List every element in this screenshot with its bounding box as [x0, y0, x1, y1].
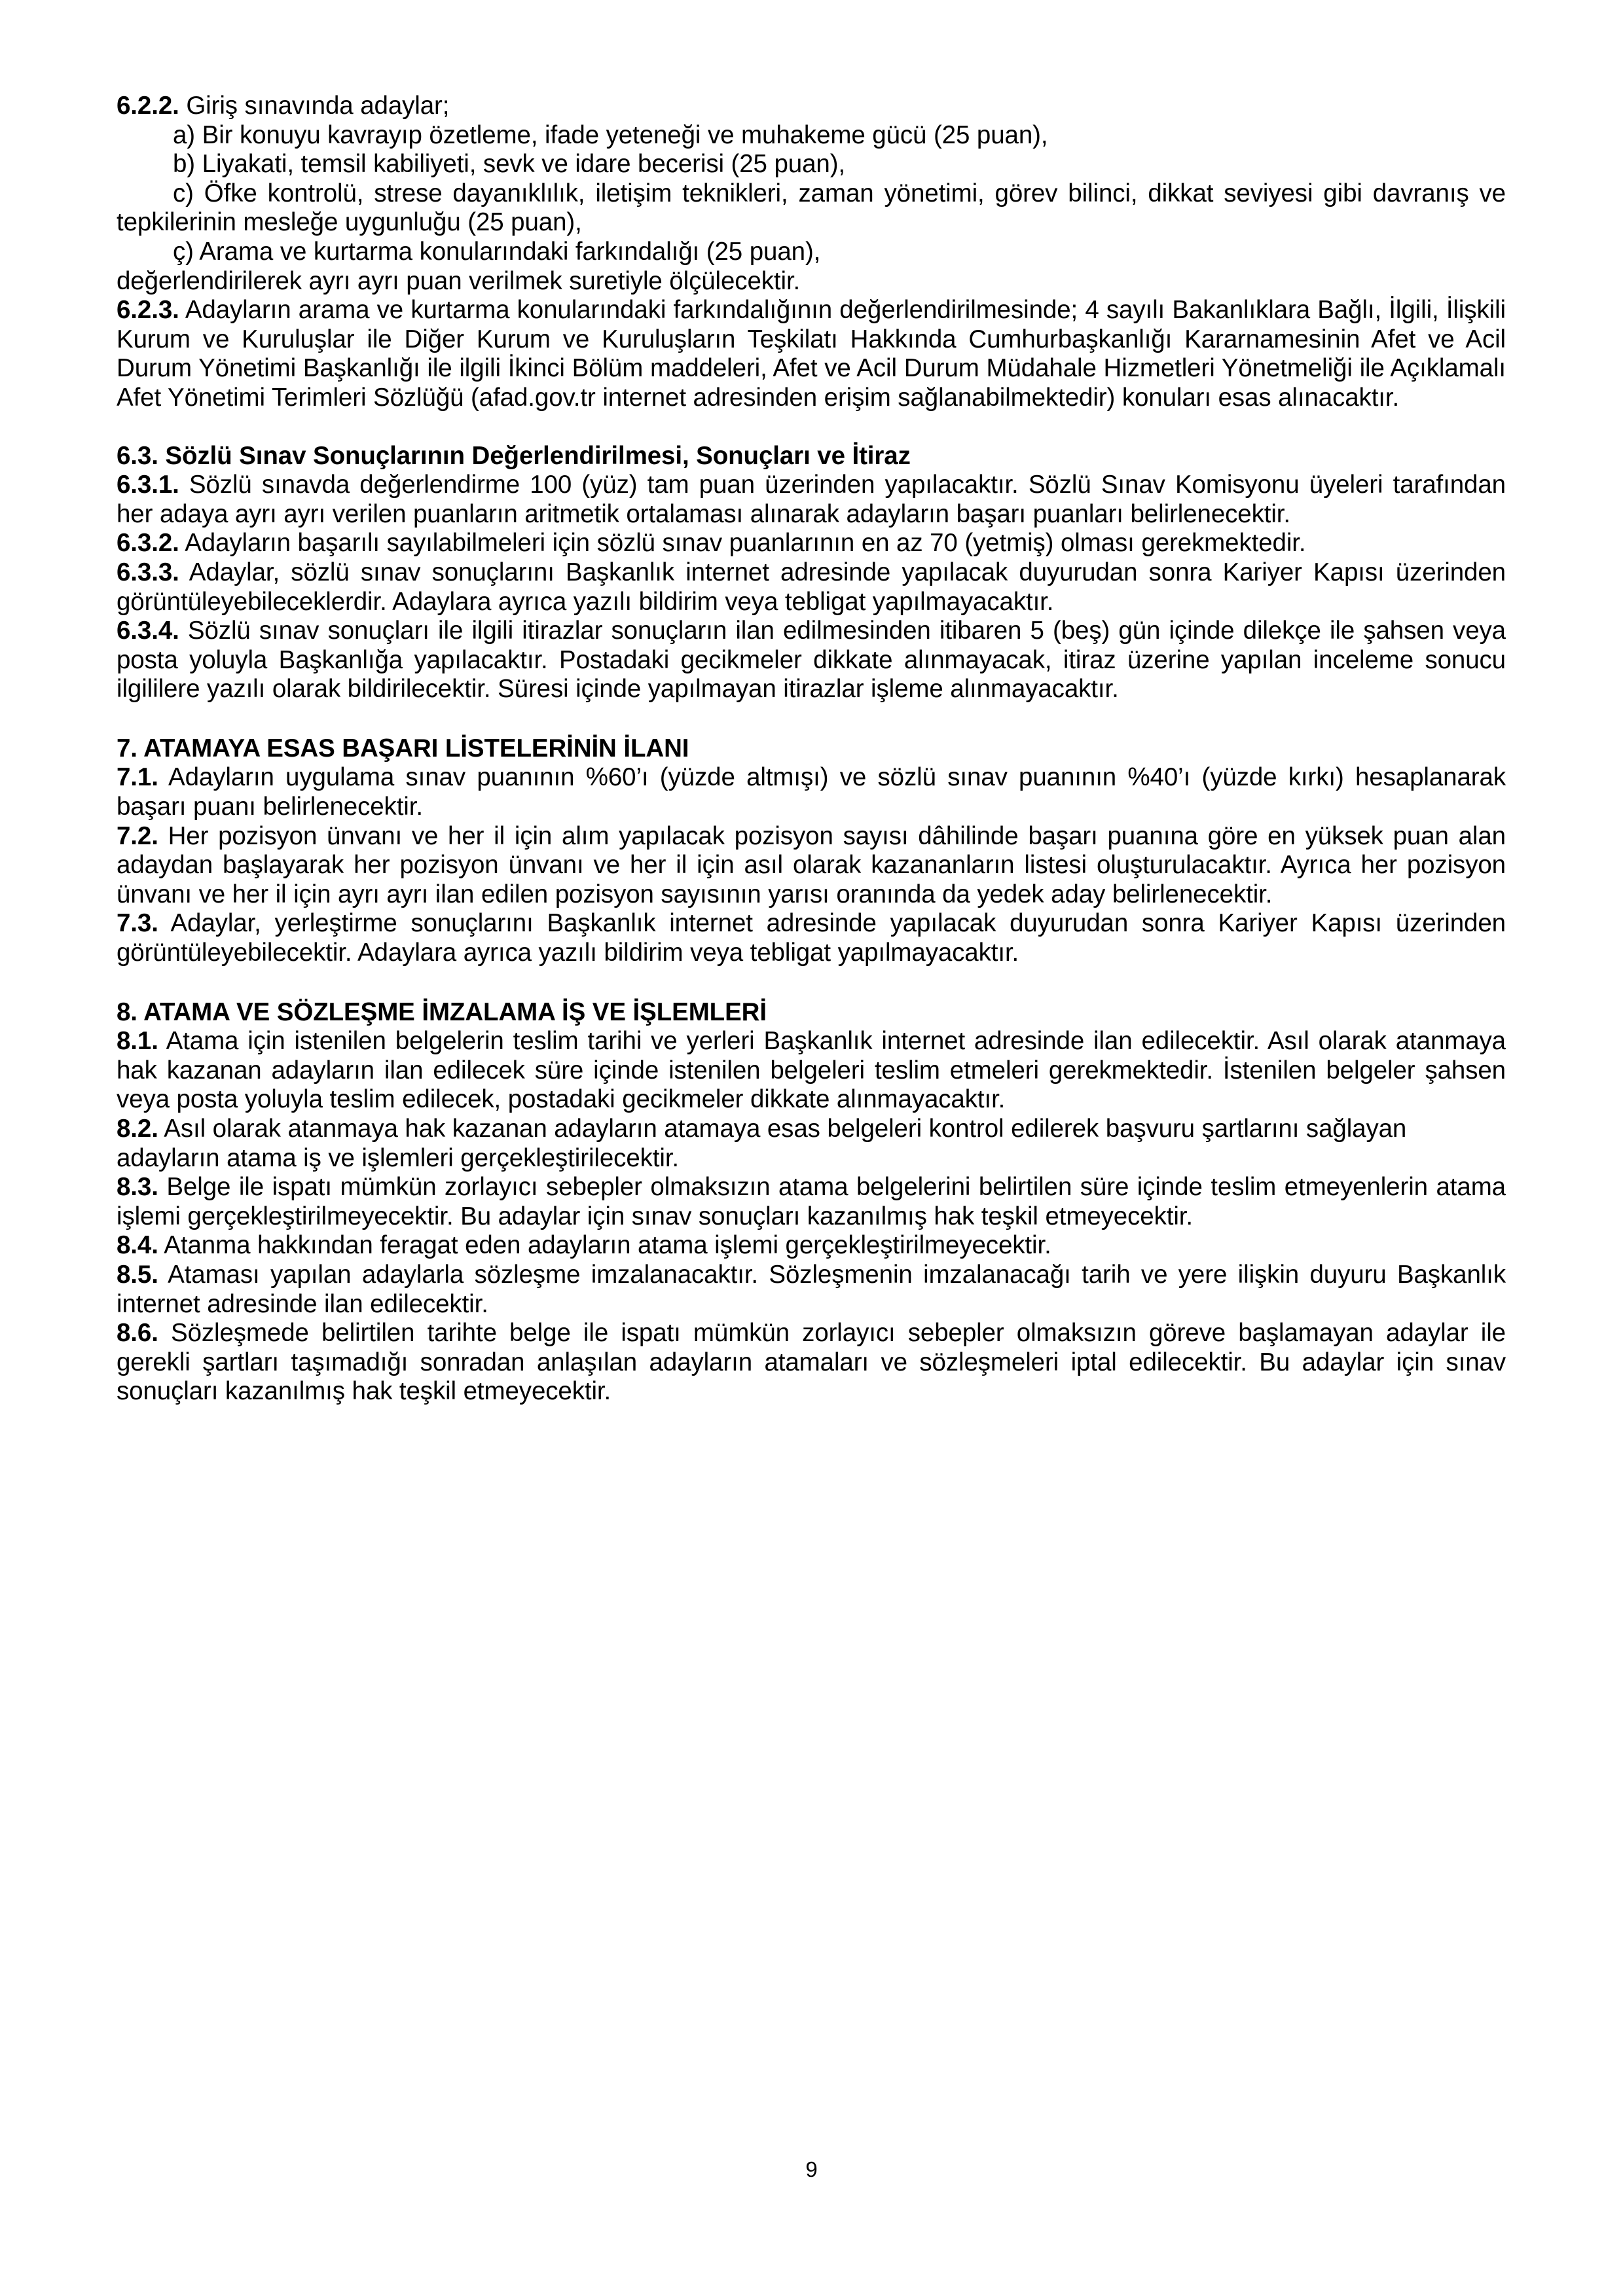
clause-text-6-2-3: Adayların arama ve kurtarma konularındaki farkındalığının değerlendirilmesinde; 4 sayılı Bakanlıklara Bağlı, İlgili, İlişkili Kurum ve Kuruluşlar ile Diğer Kurum ve Kuruluşların Teşkilatı Hakkında Cumhurbaşkanlığı Kararnamesinin Afet ve Acil Durum Yönetimi Başkanlığı ile ilgili İkinci Bölüm maddeleri, Afet ve Acil Durum Müdahale Hizmetleri Yönetmeliği ile Açıklamalı Afet Yönetimi Terimleri Sözlüğü (afad.gov.tr internet adresinden erişim sağlanabilmektedir) konuları esas alınacaktır. — [117, 296, 1506, 412]
clause-number-6-2-3: 6.2.3. — [117, 296, 179, 325]
list-item-cc: ç) Arama ve kurtarma konularındaki farkındalığı (25 puan), — [173, 237, 821, 266]
clause-text-8-6: Sözleşmede belirtilen tarihte belge ile ispatı mümkün zorlayıcı sebepler olmaksızın göreve başlamayan adaylar ile gerekli şartları taşımadığı sonradan anlaşılan adayların atamaları ve sözleşmeleri iptal edilecektir. Bu adaylar için sınav sonuçları kazanılmış hak teşkil etmeyecektir. — [117, 1319, 1506, 1406]
clause-number-8-5: 8.5. — [117, 1260, 158, 1289]
clause-number-7-1: 7.1. — [117, 763, 158, 792]
list-item-a: a) Bir konuyu kavrayıp özetleme, ifade yeteneği ve muhakeme gücü (25 puan), — [173, 120, 1048, 149]
section-spacer — [117, 968, 1506, 998]
paragraph-6-2-2-closing: değerlendirilerek ayrı ayrı puan verilmek suretiyle ölçülecektir. — [117, 266, 801, 295]
clause-number-8-6: 8.6. — [117, 1319, 158, 1348]
clause-number-8-2: 8.2. — [117, 1115, 158, 1143]
clause-text-6-3-3: Adaylar, sözlü sınav sonuçlarını Başkanlık internet adresinde yapılacak duyurudan sonra Kariyer Kapısı üzerinden görüntüleyebileceklerdir. Adaylara ayrıca yazılı bildirim veya tebligat yapılmayacaktır. — [117, 558, 1506, 616]
paragraph-7-3 — [117, 909, 1506, 967]
clause-number-7-3: 7.3. — [117, 909, 158, 938]
heading-6-3: 6.3. Sözlü Sınav Sonuçlarının Değerlendirilmesi, Sonuçları ve İtiraz — [117, 441, 911, 470]
clause-text-7-2: Her pozisyon ünvanı ve her il için alım yapılacak pozisyon sayısı dâhilinde başarı puanına göre en yüksek puan alan adaydan başlayarak her pozisyon ünvanı ve her il için asıl olarak kazananların listesi oluşturulacaktır. Ayrıca her pozisyon ünvanı ve her il için ayrı ayrı ilan edilen pozisyon sayısının yarısı oranında da yedek aday belirlenecektir. — [117, 821, 1506, 908]
clause-text-8-2: Asıl olarak atanmaya hak kazanan adayların atamaya esas belgeleri kontrol edilerek başvuru şartlarını sağlayan adayların atama iş ve işlemleri gerçekleştirilecektir. — [117, 1115, 1407, 1172]
clause-text-6-3-1: Sözlü sınavda değerlendirme 100 (yüz) tam puan üzerinden yapılacaktır. Sözlü Sınav Komisyonu üyeleri tarafından her adaya ayrı ayrı verilen puanların aritmetik ortalaması alınarak adayların başarı puanları belirlenecektir. — [117, 471, 1506, 528]
paragraph-8-6 — [117, 1319, 1506, 1407]
list-item-c: c) Öfke kontrolü, strese dayanıklılık, iletişim teknikleri, zaman yönetimi, görev bilinci, dikkat seviyesi gibi davranış ve tepkilerinin mesleğe uygunluğu (25 puan), — [117, 179, 1506, 237]
clause-text-6-2-2: Giriş sınavında adaylar; — [179, 92, 450, 120]
clause-number-8-3: 8.3. — [117, 1173, 158, 1202]
clause-text-7-3: Adaylar, yerleştirme sonuçlarını Başkanlık internet adresinde yapılacak duyurudan sonra Kariyer Kapısı üzerinden görüntüleyebilecektir. Adaylara ayrıca yazılı bildirim veya tebligat yapılmayacaktır. — [117, 909, 1506, 967]
clause-text-6-3-4: Sözlü sınav sonuçları ile ilgili itirazlar sonuçların ilan edilmesinden itibaren 5 (beş) gün içinde dilekçe ile şahsen veya posta yoluyla Başkanlığa yapılacaktır. Postadaki gecikmeler dikkate alınmayacak, itiraz üzerine yapılan inceleme sonucu ilgililere yazılı olarak bildirilecektir. Süresi içinde yapılmayan itirazlar işleme alınmayacaktır. — [117, 617, 1506, 704]
paragraph-6-2-3 — [117, 296, 1506, 412]
paragraph-7-2 — [117, 822, 1506, 910]
page-number: 9 — [805, 2157, 818, 2181]
clause-number-6-3-4: 6.3.4. — [117, 617, 179, 645]
clause-number-8-4: 8.4. — [117, 1231, 158, 1260]
section-spacer — [117, 704, 1506, 734]
clause-text-8-1: Atama için istenilen belgelerin teslim tarihi ve yerleri Başkanlık internet adresinde ilan edilecektir. Asıl olarak atanmaya hak kazanan adayların ilan edilecek süre içinde istenilen belgeleri teslim etmeleri gerekmektedir. İstenilen belgeler şahsen veya posta yoluyla teslim edilecek, postadaki gecikmeler dikkate alınmayacaktır. — [117, 1027, 1506, 1114]
document-body — [117, 92, 1506, 1407]
paragraph-8-5 — [117, 1261, 1506, 1319]
clause-text-8-5: Ataması yapılan adaylarla sözleşme imzalanacaktır. Sözleşmenin imzalanacağı tarih ve yere ilişkin duyuru Başkanlık internet adresinde ilan edilecektir. — [117, 1260, 1506, 1318]
clause-text-8-4: Atanma hakkından feragat eden adayların atama işlemi gerçekleştirilmeyecektir. — [158, 1231, 1051, 1260]
clause-number-6-3-3: 6.3.3. — [117, 558, 179, 586]
paragraph-8-4 — [117, 1231, 1506, 1261]
clause-text-8-3: Belge ile ispatı mümkün zorlayıcı sebepler olmaksızın atama belgelerini belirtilen süre içinde teslim etmeyenlerin atama işlemi gerçekleştirilmeyecektir. Bu adaylar için sınav sonuçları kazanılmış hak teşkil etmeyecektir. — [117, 1173, 1506, 1230]
clause-number-8-1: 8.1. — [117, 1027, 158, 1056]
heading-7: 7. ATAMAYA ESAS BAŞARI LİSTELERİNİN İLANI — [117, 734, 689, 762]
clause-text-6-3-2: Adayların başarılı sayılabilmeleri için sözlü sınav puanlarının en az 70 (yetmiş) olması gerekmektedir. — [179, 529, 1306, 558]
paragraph-8-3 — [117, 1173, 1506, 1231]
clause-number-6-2-2: 6.2.2. — [117, 92, 179, 120]
clause-number-6-3-1: 6.3.1. — [117, 471, 179, 499]
clause-number-7-2: 7.2. — [117, 821, 158, 850]
paragraph-8-2 — [117, 1115, 1506, 1173]
list-item-b: b) Liyakati, temsil kabiliyeti, sevk ve idare becerisi (25 puan), — [173, 150, 846, 179]
paragraph-7-1 — [117, 763, 1506, 821]
paragraph-8-1 — [117, 1027, 1506, 1115]
paragraph-6-3-3 — [117, 558, 1506, 617]
clause-text-7-1: Adayların uygulama sınav puanının %60’ı (yüzde altmışı) ve sözlü sınav puanının %40’ı (yüzde kırkı) hesaplanarak başarı puanı belirlenecektir. — [117, 763, 1506, 821]
section-spacer — [117, 413, 1506, 442]
paragraph-6-3-4 — [117, 617, 1506, 704]
heading-8: 8. ATAMA VE SÖZLEŞME İMZALAMA İŞ VE İŞLEMLERİ — [117, 997, 767, 1026]
clause-number-6-3-2: 6.3.2. — [117, 529, 179, 558]
paragraph-6-3-2 — [117, 529, 1506, 558]
paragraph-6-2-2 — [117, 92, 1506, 121]
paragraph-6-3-1 — [117, 471, 1506, 529]
